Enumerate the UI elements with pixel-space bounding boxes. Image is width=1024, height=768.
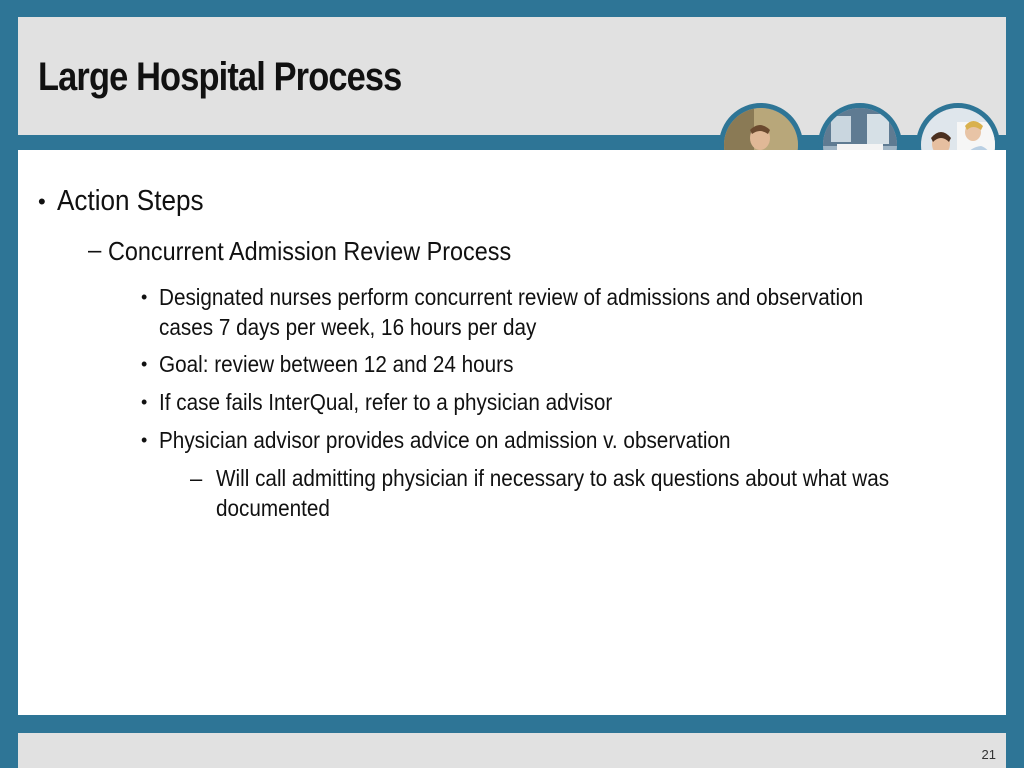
outline-level1: Action Steps	[57, 185, 204, 217]
bullet-marker: •	[38, 189, 46, 214]
footer-band	[18, 733, 1006, 768]
outline-item-line: cases 7 days per week, 16 hours per day	[159, 314, 537, 340]
outline-item-line: Goal: review between 12 and 24 hours	[159, 351, 514, 377]
outline-item-line: Designated nurses perform concurrent review of admissions and observation	[159, 284, 864, 310]
outline-subitem-line: Will call admitting physician if necessary to ask questions about what was	[216, 465, 890, 491]
bullet-marker: •	[141, 287, 148, 307]
dash-marker: –	[88, 237, 102, 264]
outline-subitem-line: documented	[216, 495, 330, 521]
slide-title: Large Hospital Process	[38, 55, 402, 99]
outline-item-line: Physician advisor provides advice on admission v. observation	[159, 427, 731, 453]
bullet-marker: •	[141, 354, 148, 374]
page-number: 21	[981, 747, 996, 762]
outline-level2: Concurrent Admission Review Process	[108, 236, 512, 266]
outline-item-line: If case fails InterQual, refer to a physician advisor	[159, 389, 613, 415]
bullet-marker: •	[141, 430, 148, 450]
bullet-marker: •	[141, 392, 148, 412]
dash-marker: –	[190, 466, 203, 491]
